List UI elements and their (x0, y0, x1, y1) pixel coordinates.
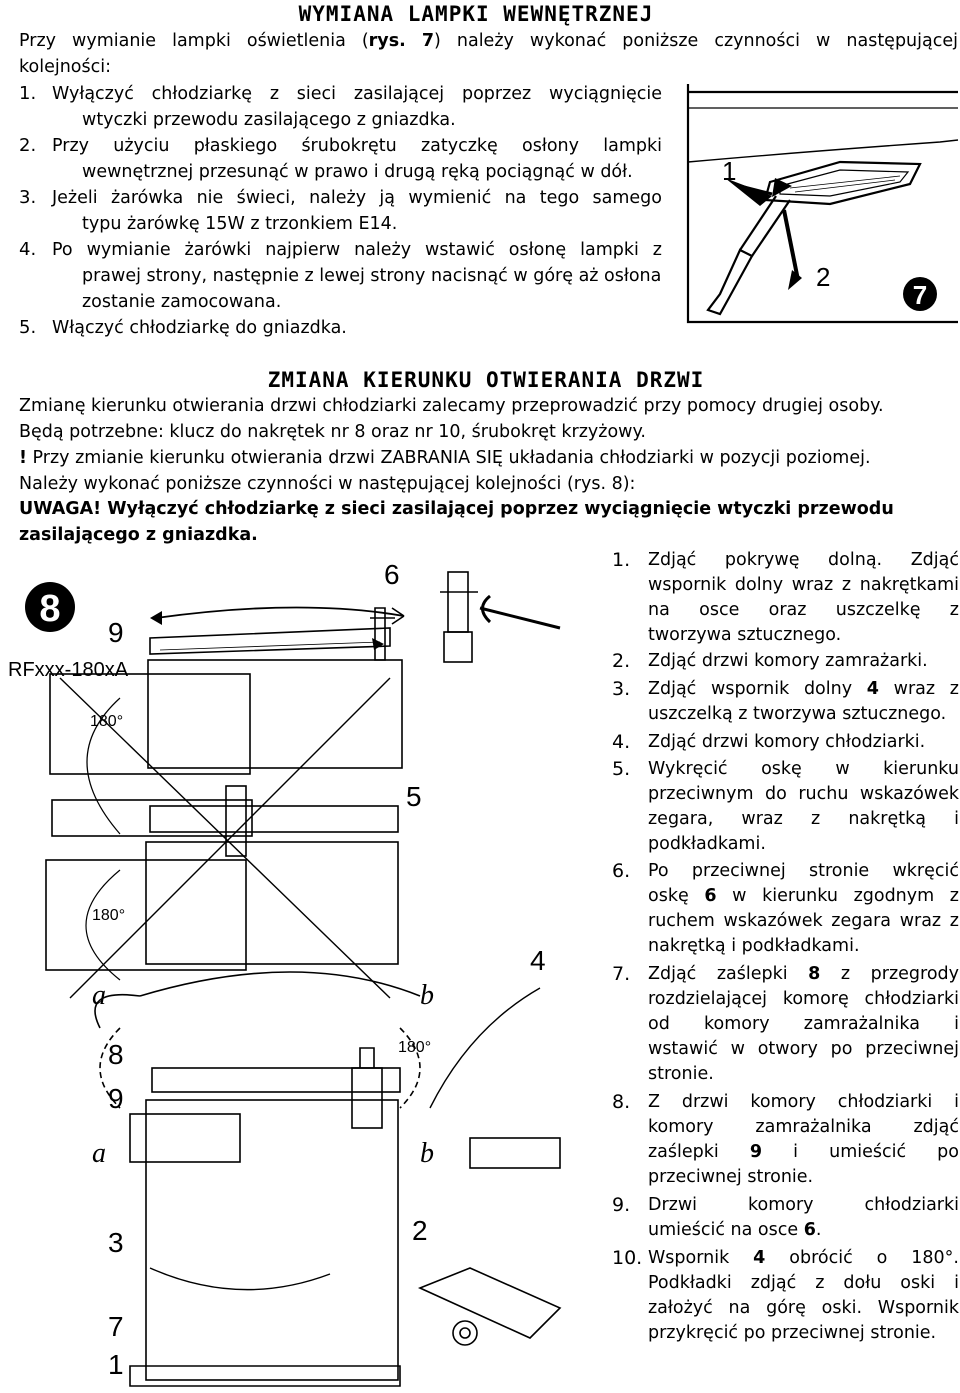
door-fig-label-b-bottom: b (420, 1138, 434, 1169)
lamp-fig-badge-number: 7 (912, 280, 928, 310)
door-step-line: podkładkami. (648, 834, 766, 854)
door-step-line: tworzywa sztucznego. (648, 625, 842, 645)
door-step-line: oskę 6 w kierunku zgodnym z (648, 886, 959, 906)
door-fig-label-a-bottom: a (92, 1138, 106, 1169)
lamp-step-number: 4. (19, 239, 37, 260)
door-fig-label-2: 2 (412, 1215, 428, 1246)
door-step-line: wspornik dolny wraz z nakrętkami (648, 575, 959, 595)
door-fig-label-7: 7 (108, 1311, 124, 1342)
door-fig-label-3: 3 (108, 1227, 124, 1258)
lamp-step-text: Włączyć chłodziarkę do gniazdka. (52, 318, 347, 338)
door-fig-label-b-top: b (420, 980, 434, 1011)
door-step-line: założyć na górę oski. Wspornik (648, 1298, 959, 1318)
door-warning-line1: UWAGA! Wyłączyć chłodziarkę z sieci zasilającej poprzez wyciągnięcie wtyczki przewodu (19, 499, 894, 519)
lamp-step-text: typu żarówkę 15W z trzonkiem E14. (82, 214, 398, 234)
door-step-line: Zdjąć wspornik dolny 4 wraz z (648, 679, 959, 699)
door-step-line: umieścić na osce 6. (648, 1220, 822, 1240)
door-step-number: 2. (612, 650, 631, 672)
door-warning-line2: zasilającego z gniazdka. (19, 525, 258, 545)
door-step-number: 3. (612, 678, 631, 700)
door-paragraph-4: Należy wykonać poniższe czynności w następującej kolejności (rys. 8): (19, 474, 636, 494)
door-fig-badge-number: 8 (39, 588, 61, 630)
door-paragraph-1: Zmianę kierunku otwierania drzwi chłodziarki zalecamy przeprowadzić przy pomocy drugiej osoby. (19, 396, 884, 416)
door-step-line: na osce oraz uszczelkę z (648, 600, 959, 620)
lamp-step-text: Przy użyciu płaskiego śrubokrętu zatyczkę osłony lampki (52, 136, 662, 156)
door-step-number: 5. (612, 758, 631, 780)
door-fig-label-a-top: a (92, 980, 106, 1011)
lamp-section-heading: WYMIANA LAMPKI WEWNĘTRZNEJ (298, 2, 654, 26)
door-figure (0, 548, 600, 1393)
lamp-step-text: prawej strony, następnie z lewej strony nacisnąć w górę aż osłona (82, 266, 662, 286)
door-step-number: 6. (612, 860, 631, 882)
door-paragraph-3: ! Przy zmianie kierunku otwierania drzwi ZABRANIA SIĘ układania chłodziarki w pozycji poziomej. (19, 448, 871, 468)
door-fig-label-8: 8 (108, 1039, 124, 1070)
door-fig-model: RFxxx-180xA (8, 659, 129, 681)
door-step-line: rozdzielającej komorę chłodziarki (648, 989, 959, 1009)
door-step-line: Z drzwi komory chłodziarki i (648, 1092, 959, 1112)
door-step-line: uszczelką z tworzywa sztucznego. (648, 704, 947, 724)
lamp-step-text: Jeżeli żarówka nie świeci, należy ją wymienić na tego samego (52, 188, 662, 208)
door-step-line: Drzwi komory chłodziarki (648, 1195, 959, 1215)
door-step-line: przeciwnej stronie. (648, 1167, 814, 1187)
door-step-line: zegara, wraz z nakrętką i (648, 809, 959, 829)
door-fig-deg-3: 180° (398, 1039, 432, 1056)
door-step-line: Po przeciwnej stronie wkręcić (648, 861, 959, 881)
lamp-step-text: Wyłączyć chłodziarkę z sieci zasilającej poprzez wyciągnięcie (52, 84, 662, 104)
lamp-step-number: 2. (19, 135, 37, 156)
door-step-line: od komory zamrażalnika i (648, 1014, 959, 1034)
door-step-line: Zdjąć drzwi komory chłodziarki. (648, 732, 926, 752)
lamp-step-text: wtyczki przewodu zasilającego z gniazdka. (82, 110, 456, 130)
lamp-fig-label-1: 1 (722, 156, 737, 186)
door-step-number: 7. (612, 963, 631, 985)
door-step-line: Zdjąć pokrywę dolną. Zdjąć (648, 550, 959, 570)
door-step-line: stronie. (648, 1064, 714, 1084)
door-step-line: Wspornik 4 obrócić o 180°. (648, 1248, 959, 1268)
door-fig-deg-1: 180° (90, 713, 124, 730)
door-section-heading: ZMIANA KIERUNKU OTWIERANIA DRZWI (267, 368, 705, 392)
door-step-line: Zdjąć zaślepki 8 z przegrody (648, 964, 959, 984)
door-step-number: 10. (612, 1247, 643, 1269)
lamp-step-text: wewnętrznej przesunąć w prawo i drugą ręką pociągnąć w dół. (82, 162, 633, 182)
lamp-step-number: 5. (19, 317, 37, 338)
door-fig-deg-2: 180° (92, 907, 126, 924)
door-step-number: 4. (612, 731, 631, 753)
door-step-line: zaślepki 9 i umieścić po (648, 1142, 959, 1162)
door-paragraph-2: Będą potrzebne: klucz do nakrętek nr 8 oraz nr 10, śrubokręt krzyżowy. (19, 422, 646, 442)
door-step-line: wstawić w otwory po przeciwnej (648, 1039, 959, 1059)
door-fig-label-1: 1 (108, 1349, 124, 1380)
door-fig-label-9-mid: 9 (108, 1083, 124, 1114)
door-step-line: Wykręcić oskę w kierunku (648, 759, 959, 779)
lamp-step-text: Po wymianie żarówki najpierw należy wstawić osłonę lampki z (52, 240, 662, 260)
lamp-fig-label-2: 2 (816, 262, 831, 292)
door-step-line: Podkładki zdjąć z dołu oski i (648, 1273, 959, 1293)
door-fig-label-4: 4 (530, 945, 546, 976)
door-step-number: 8. (612, 1091, 631, 1113)
door-fig-label-6: 6 (384, 559, 400, 590)
door-step-number: 1. (612, 549, 631, 571)
door-step-line: przeciwnym do ruchu wskazówek (648, 784, 959, 804)
door-step-line: komory zamrażalnika zdjąć (648, 1117, 959, 1137)
door-step-line: przykręcić po przeciwnej stronie. (648, 1323, 937, 1343)
lamp-figure (680, 82, 960, 327)
lamp-step-text: zostanie zamocowana. (82, 292, 282, 312)
door-step-line: nakrętką i podkładkami. (648, 936, 860, 956)
door-fig-label-5: 5 (406, 781, 422, 812)
lamp-step-number: 3. (19, 187, 37, 208)
lamp-intro-line2: kolejności: (19, 57, 112, 77)
door-fig-label-9-top: 9 (108, 617, 124, 648)
door-step-line: Zdjąć drzwi komory zamrażarki. (648, 651, 928, 671)
lamp-intro-line1: Przy wymianie lampki oświetlenia (rys. 7) należy wykonać poniższe czynności w następującej (19, 31, 958, 51)
lamp-step-number: 1. (19, 83, 37, 104)
door-step-number: 9. (612, 1194, 631, 1216)
door-step-line: ruchem wskazówek zegara wraz z (648, 911, 959, 931)
